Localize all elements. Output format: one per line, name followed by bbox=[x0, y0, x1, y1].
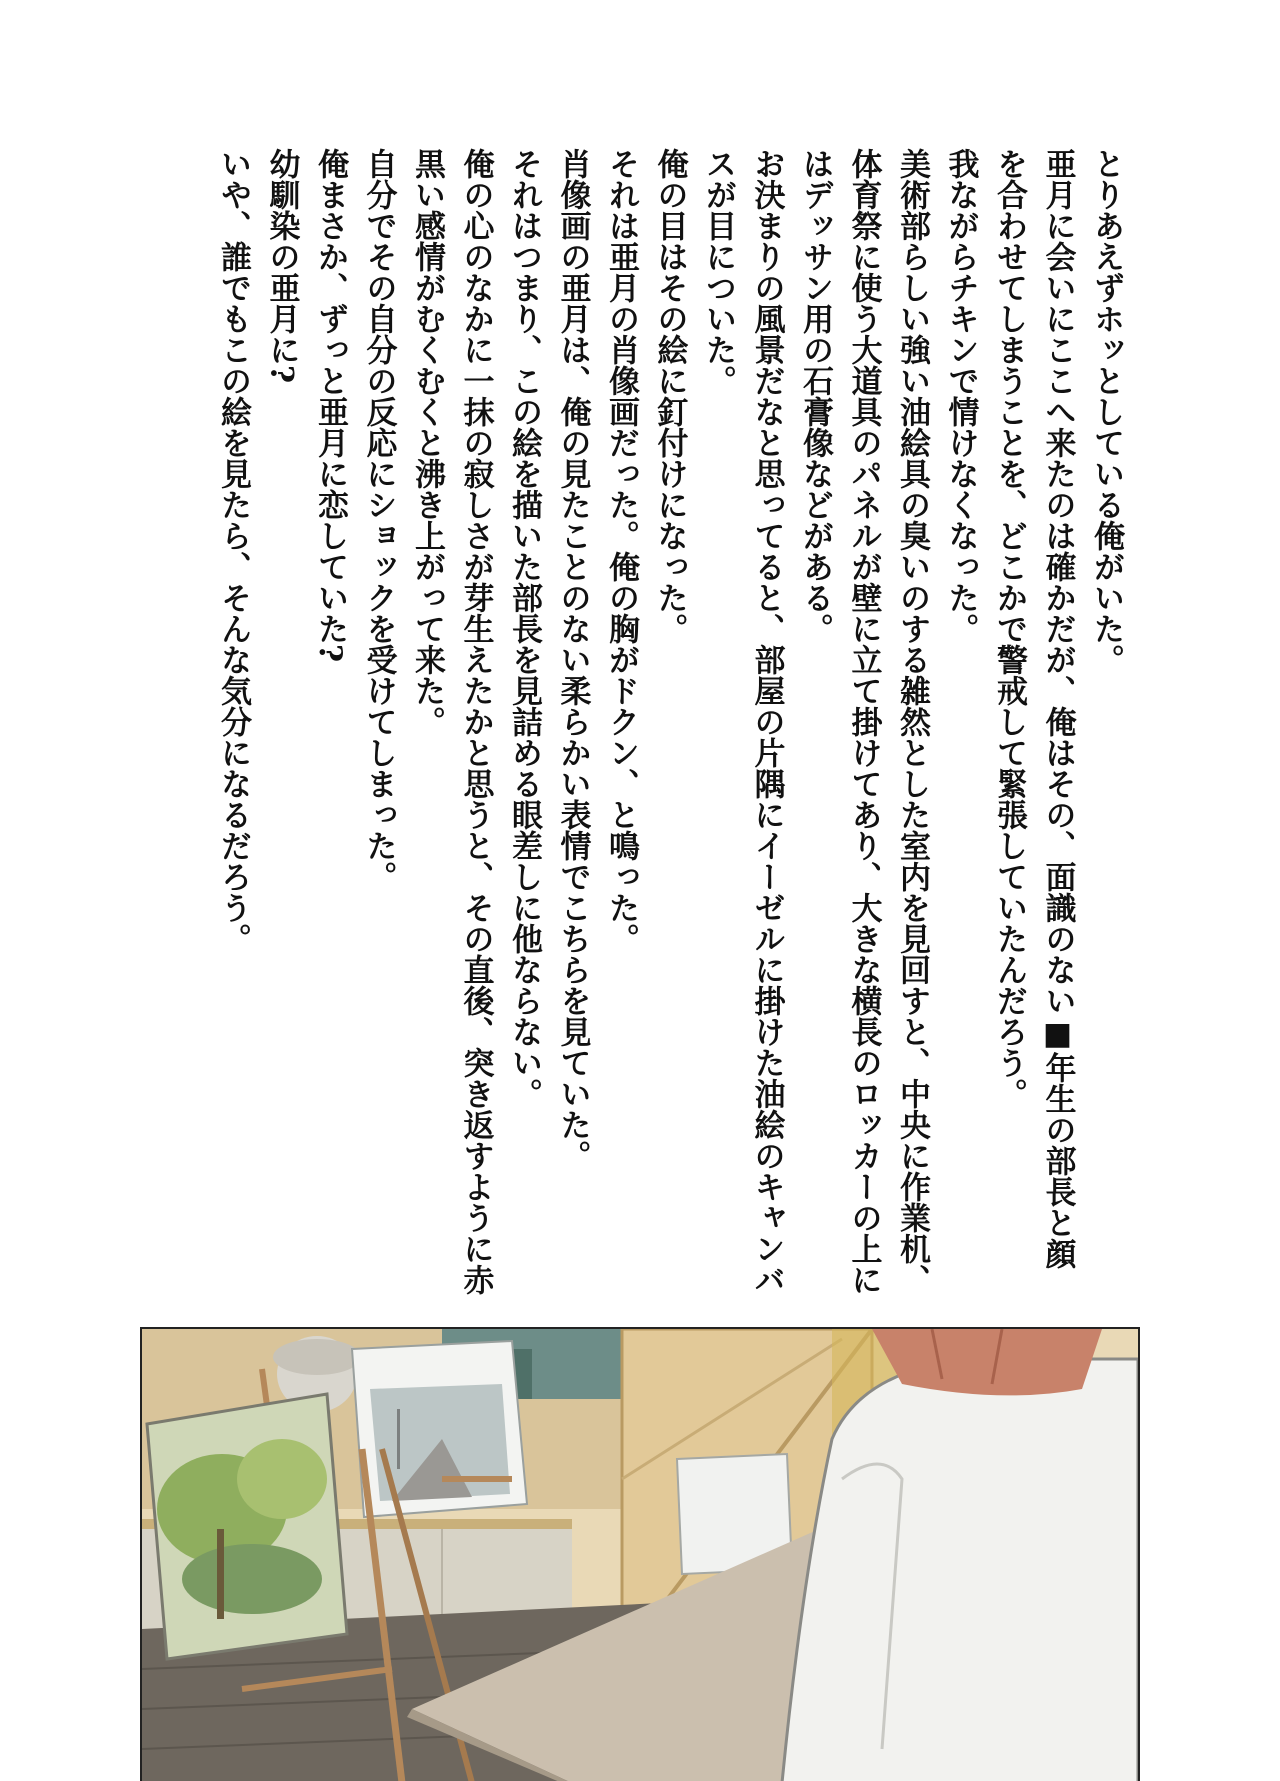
paragraph-9: それはつまり、この絵を描いた部長を見詰める眼差しに他ならない。 bbox=[506, 148, 542, 1109]
paragraph-2: 亜月に会いにここへ来たのは確かだが、俺はその、面識のない■年生の部長と顔を合わせてしまうことを、どこかで警戒して緊張していたんだろう。 bbox=[991, 148, 1076, 1269]
paragraph-7: それは亜月の肖像画だった。俺の胸がドクン、と鳴った。 bbox=[603, 148, 639, 954]
art-room-illustration bbox=[140, 1327, 1140, 1781]
novel-text bbox=[209, 148, 1131, 1298]
paragraph-14: いや、誰でもこの絵を見たら、そんな気分になるだろう。 bbox=[215, 148, 251, 954]
paragraph-5: お決まりの風景だなと思ってると、部屋の片隅にイーゼルに掛けた油絵のキャンバスが目についた。 bbox=[700, 148, 785, 1295]
paragraph-4: 美術部らしい強い油絵具の臭いのする雑然とした室内を見回すと、中央に作業机、体育祭に使う大道具のパネルが壁に立て掛けてあり、大きな横長のロッカーの上にはデッサン用の石膏像などがある。 bbox=[797, 148, 930, 1295]
paragraph-3: 我ながらチキンで情けなくなった。 bbox=[942, 148, 979, 644]
paragraph-11: 自分でその自分の反応にショックを受けてしまった。 bbox=[360, 148, 397, 892]
paragraph-8: 肖像画の亜月は、俺の見たことのない柔らかい表情でこちらを見ていた。 bbox=[554, 148, 591, 1171]
paragraph-1: とりあえずホッとしている俺がいた。 bbox=[1088, 148, 1124, 675]
paragraph-6: 俺の目はその絵に釘付けになった。 bbox=[651, 148, 688, 644]
art-room-scene-icon bbox=[142, 1329, 1138, 1781]
paragraph-12: 俺まさか、ずっと亜月に恋していた? bbox=[312, 148, 348, 663]
paragraph-10: 俺の心のなかに一抹の寂しさが芽生えたかと思うと、その直後、突き返すように赤黒い感情がむくむくと沸き上がって来た。 bbox=[409, 148, 494, 1295]
paragraph-13: 幼馴染の亜月に? bbox=[263, 148, 300, 384]
